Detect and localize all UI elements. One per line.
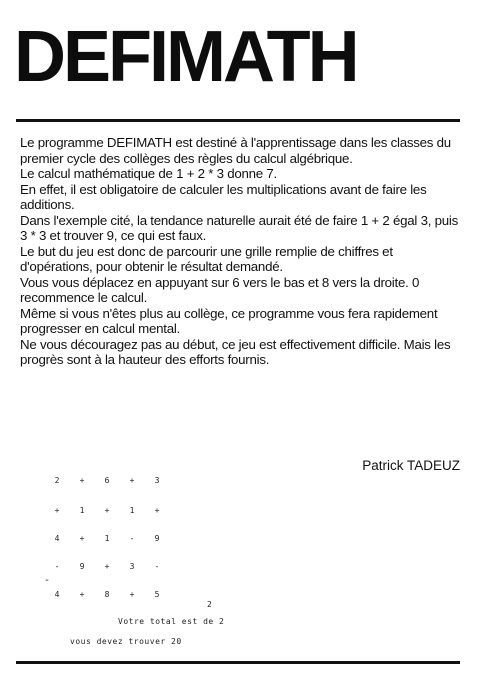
grid-cell: + [79,590,85,599]
grid-cell: + [54,506,60,515]
paragraph: En effet, il est obligatoire de calculer les multiplications avant de faire les additions. [20,181,427,212]
grid-cell: 4 [54,590,60,599]
paragraph: Même si vous n'êtes plus au collège, ce programme vous fera rapidement progresser en calcul mental. [20,305,438,336]
grid-cell: - [54,562,60,571]
grid-cell: + [79,476,85,485]
grid-cell: 1 [104,534,110,543]
paragraph: Dans l'exemple cité, la tendance naturelle aurait été de faire 1 + 2 égal 3, puis 3 * 3 et trouver 9, ce qui est faux. [20,212,458,243]
grid-cell: + [104,506,110,515]
grid-cell: 8 [104,590,110,599]
paragraph: Vous vous déplacez en appuyant sur 6 vers le bas et 8 vers la droite. 0 recommence le calcul. [20,274,420,305]
target-message: vous devez trouver 20 [70,637,182,646]
grid-cell: 9 [79,562,85,571]
grid-cell: 4 [54,534,60,543]
grid-cell: 3 [129,562,135,571]
grid-cell: 3 [154,476,160,485]
grid-cell: 6 [104,476,110,485]
top-rule [16,119,460,122]
article-body [20,135,465,368]
grid-cell: + [104,562,110,571]
bottom-rule [16,661,460,664]
paragraph: Ne vous découragez pas au début, ce jeu est effectivement difficile. Mais les progrès sont à la hauteur des efforts fournis. [20,336,451,367]
author-name: Patrick TADEUZ [362,458,460,473]
total-message: Votre total est de 2 [118,617,225,626]
paragraph: Le calcul mathématique de 1 + 2 * 3 donne 7. [20,166,277,181]
grid-cell: + [129,476,135,485]
grid-cell: + [154,506,160,515]
grid-cell: 1 [79,506,85,515]
grid-cell: + [79,534,85,543]
paragraph: Le but du jeu est donc de parcourir une grille remplie de chiffres et d'opérations, pour obtenir le résultat demandé. [20,243,393,274]
grid-cell: - [129,534,135,543]
grid-cell: + [129,590,135,599]
grid-cell: 1 [129,506,135,515]
paragraph: Le programme DEFIMATH est destiné à l'apprentissage dans les classes du premier cycle des collèges des règles du calcul algébrique. [20,135,451,166]
grid-cell: 2 [54,476,60,485]
grid-cell: 5 [154,590,160,599]
page-title: DEFIMATH [14,17,357,97]
game-screen-printout [44,472,370,652]
cursor-marker: - [44,575,51,586]
current-value: 2 [207,600,213,609]
grid-cell: - [154,562,160,571]
grid-cell: 9 [154,534,160,543]
